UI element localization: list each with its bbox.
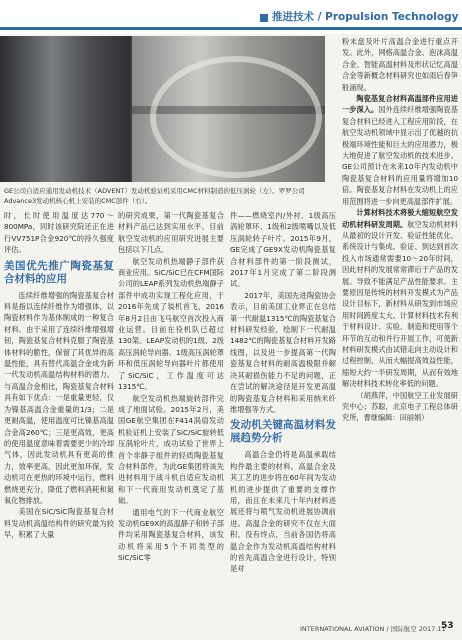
- paragraph: 美国在SiC/SiC陶瓷基复合材料发动机高温结构件的研究最为较早，积累了大量: [4, 507, 114, 540]
- paragraph: 件——燃烧室内/外衬、1级高压涡轮罩环、1级和2级喷嘴以及低压涡轮转子叶片。2015年9月，GE完成了GE9X发动机陶瓷基复合材料部件的第一阶段测试，2017年1月完成了第二阶段测试。: [230, 211, 336, 289]
- engine-photo: [0, 36, 325, 182]
- paragraph: [342, 207, 458, 390]
- paragraph: 的研究成果，第一代陶瓷基复合材料产品已达到实用水平。目前航空发动机的应用研究进展主要包括以下几点。: [118, 211, 224, 255]
- column-1: [4, 210, 114, 620]
- paragraph: 高温合金仍将是高温承载结构件最主要的材料。高温合金及其工艺的进步将在60年间为发动机的进步提供了重要的支撑作用，而且在未来几十年内材料进展还将与喷气发动机进展协调前进。高温合金的研究不仅在大面积、没有终点，当前各国仍将高温合金作为发动机高温结构材料的首先高温合金进行设计，特别是对: [230, 450, 336, 574]
- paragraph: 航空发动机热端静子部件获商业应用。SiC/SiC已在CFM国际公司的LEAP系列发动机热端静子部件中成功实现工程化应用，于2016年先成了装机首飞，2016年8月2日由飞马航空首次投入商业运营。目前在役机队已超过130架。LEAP发动机的1级、2级高压涡轮导向器、1级高压涡轮罩环和低压涡轮导向器叶片都使用了SiC/SiC，工作温度可达1315℃。: [118, 256, 224, 392]
- page-header: [0, 0, 462, 34]
- column-3: [230, 210, 336, 620]
- page-number: 53: [441, 621, 454, 631]
- core-ring: [150, 56, 322, 178]
- column-2: [118, 210, 224, 620]
- paragraph: 通用电气的下一代商业航空发动机GE9X的高温静子和转子部件均采用陶瓷基复合材料，该发动机将采用5个不同类型的SiC/SiC零: [118, 507, 224, 563]
- bold-lead: 陶瓷基复合材料高温部件应用进一步深入。: [342, 94, 458, 115]
- header-rule: [0, 27, 462, 30]
- paragraph: 航空发动机热端旋转部件完成了地面试验。2015年2月，美国GE航空集团在F414涡扇发动机验证机上安装了SiC/SiC旋转低压涡轮叶片，成功试验了世界上首个非静子组件的轻质陶瓷基复合材料部件，为此GE集团将该先进材料用于战斗机自适应发动机和下一代商用发动机奠定了基础。: [118, 393, 224, 506]
- column-4: [342, 36, 458, 620]
- section-title: 推进技术 / Propulsion Technology: [272, 11, 459, 23]
- section-heading: 发动机关键高温材料发展趋势分析: [230, 419, 336, 445]
- footer-text: INTERNATIONAL AVIATION / 国际航空 2017.11: [300, 625, 446, 633]
- paragraph-body: 航空发动机材料从最初的设计开发、验证性能优化、系统设计与集成、验证、到达到首次投入市场通常需要10～20年时间，因此材料的发展常常滞后于产品的发展。导致不能满足产品性能要求。主要原因是传统的材料开发模式为产品设计目标下，新材料从研发到市场应用时间跨度太大。计算材料技术有利于材料设计、实验、制造和使用等个环节的互动和并行开展工作，可使新材料研发模式由试错走向主动设计和过程控制，从而大幅提高效益性能，缩短大约一半研发周期，从而有效地解决材料技术转化率低的问题。: [342, 219, 458, 389]
- paragraph: 时，长时使用温度达770～800MPa，同时该研究院还正在进行VV751P合金920℃的持久强度评估。: [4, 211, 114, 255]
- photo-caption: GE公司自适应通用发动机技术（ADVENT）发动机验证机采用CMC材料制造的低压涡轮（左）。罗罗公司Advance3发动机核心机上安装的CMC部件（右）。: [4, 187, 305, 205]
- turbine-photo-left: [0, 36, 130, 182]
- section-heading: 美国优先推广陶瓷基复合材料的应用: [4, 259, 114, 285]
- paragraph: 连续纤维增强的陶瓷基复合材料是指以连续纤维作为增强体，以陶瓷材料作为基体制成的一种复合材料。由于采用了连续纤维增强增韧，陶瓷基复合材料克服了陶瓷基体材料的脆性，保留了其优异的高温性能，具有替代高温合金成为新一代发动机高温结构材料的潜力。与高温合金相比，陶瓷基复合材料具有如下优点：一是重量更轻，仅为镍基高温合金重量的1/3；二是更耐高温，使用温度可比镍基高温合金高260℃；三是更高效，更高的使用温度意味着需要更少的冷却气体，因此发动机具有更高的推力，效率更高，因此更加环保，发动机可在更热的环境中运行，燃料燃烧更充分，降低了燃料消耗和氮氧化物排放。: [4, 290, 114, 505]
- paragraph: 2017年，美国先进陶瓷协会表示，目前美国工业界正在总结第一代耐温1315℃的陶瓷基复合材料研发经验，绘制下一代耐温1482℃的陶瓷基复合材料开发路线图，以及进一步提高第一代陶瓷基复合材料的耐高温极限并解决其耐损伤能力不足的问题，正在尝试的解决途径是开发更高温的陶瓷基复合材料和采用纳米纤维增强等方式。: [230, 290, 336, 414]
- author-credit: （胡燕萍，中国航空工业发展研究中心；苏聪，北京电子工程总体研究所，曹继编辑：田丽娟）: [342, 390, 458, 423]
- paragraph: [342, 93, 458, 207]
- section-marker: [260, 14, 268, 22]
- paragraph: 粉末盘及叶片高温合金进行重点开发。此外，网格高温合金、泡沫高温合金、智能高温材料及形状记忆高温合金等新概念材料研究也如雨后春笋般涌现。: [342, 37, 458, 92]
- bold-lead: 计算材料技术将极大缩短航空发动机材料研发周期。: [342, 208, 458, 229]
- paragraph-body: 国外连续纤维增强陶瓷基复合材料已经进入工程应用阶段，在航空发动机领域中显示出了优越的抗极端环境性能和巨大的应用潜力，极大地促进了航空发动机的技术进步。GE公司预计在未来10年内发动机中陶瓷基复合材料的应用量将增加10倍。陶瓷基复合材料在发动机上的应用范围将进一步向更高温部件扩展。: [342, 105, 458, 206]
